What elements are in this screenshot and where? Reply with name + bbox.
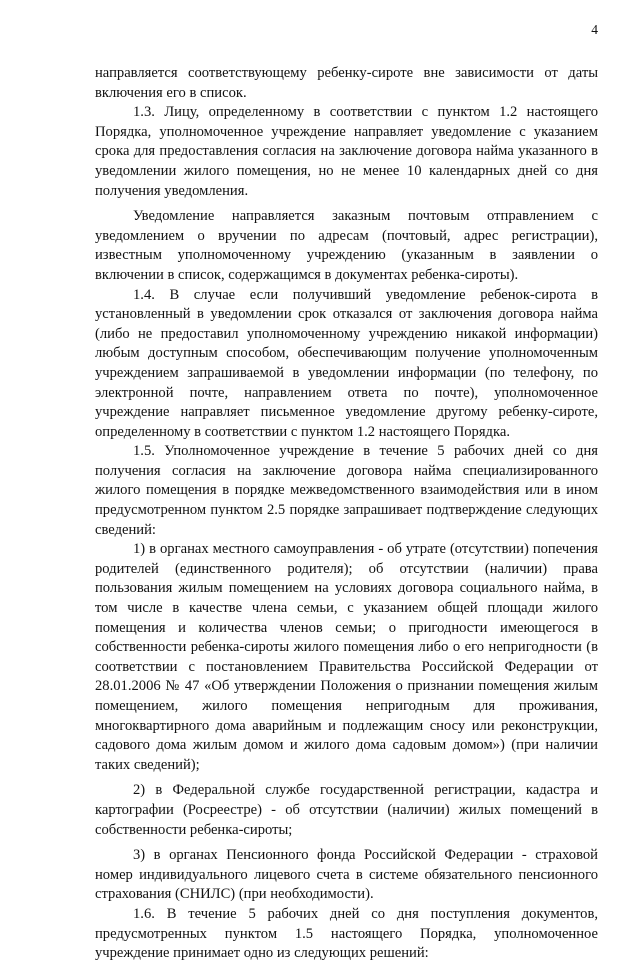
- document-body: [95, 64, 598, 964]
- paragraph-notification: Уведомление направляется заказным почтовым отправлением с уведомлением о вручении по адресам (почтовый, адрес регистрации), известным уполномоченному учреждению (указанным в заявлении о включении в список, содержащимся в документах ребенка-сироты).: [95, 208, 598, 283]
- paragraph-1-6: 1.6. В течение 5 рабочих дней со дня поступления документов, предусмотренных пунктом 1.5 настоящего Порядка, уполномоченное учреждение принимает одно из следующих решений:: [95, 905, 598, 962]
- paragraph-1-4: 1.4. В случае если получивший уведомление ребенок-сирота в установленный в уведомлении срок отказался от заключения договора найма (либо не предоставил уполномоченному учреждению никакой информации) любым доступным способом, обеспечивающим получение уполномоченным учреждением запрашиваемой в уведомлении информации (по телефону, по электронной почте, направлением ответа по почте), уполномоченное учреждение направляет письменное уведомление другому ребенку-сироте, определенному в соответствии с пунктом 1.2 настоящего Порядка.: [95, 286, 598, 440]
- list-item-2: 2) в Федеральной службе государственной регистрации, кадастра и картографии (Росреестре) - об отсутствии (наличии) жилых помещений в собственности ребенка-сироты;: [95, 782, 598, 838]
- paragraph-1-5: 1.5. Уполномоченное учреждение в течение 5 рабочих дней со дня получения согласия на заключение договора найма специализированного жилого помещения в порядке межведомственного взаимодействия или в ином предусмотренном пунктом 2.5 порядке запрашивает подтверждение следующих сведений:: [95, 443, 598, 538]
- list-item-1: 1) в органах местного самоуправления - об утрате (отсутствии) попечения родителей (единственного родителя); об отсутствии (наличии) права пользования жилым помещением на условиях договора социального найма, в том числе в качестве члена семьи, с указанием общей площади жилого помещения и количества членов семьи; о пригодности имеющегося в собственности ребенка-сироты жилого помещения либо о его непригодности (в соответствии с постановлением Правительства Российской Федерации от 28.01.2006 № 47 «Об утверждении Положения о признании помещения жилым помещением, жилого помещения непригодным для проживания, многоквартирного дома аварийным и подлежащим сносу или реконструкции, садового дома жилым домом и жилого дома садовым домом») (при наличии таких сведений);: [95, 541, 598, 773]
- list-item-3: 3) в органах Пенсионного фонда Российской Федерации - страховой номер индивидуального лицевого счета в системе обязательного пенсионного страхования (СНИЛС) (при необходимости).: [95, 847, 598, 903]
- paragraph-continuation: направляется соответствующему ребенку-сироте вне зависимости от даты включения его в список.: [95, 65, 598, 101]
- page-number: 4: [591, 22, 598, 37]
- paragraph-1-3: 1.3. Лицу, определенному в соответствии с пунктом 1.2 настоящего Порядка, уполномоченное учреждение направляет уведомление с указанием срока для предоставления согласия на заключение договора найма указанного в уведомлении жилого помещения, но не менее 10 календарных дней со дня получения уведомления.: [95, 104, 598, 199]
